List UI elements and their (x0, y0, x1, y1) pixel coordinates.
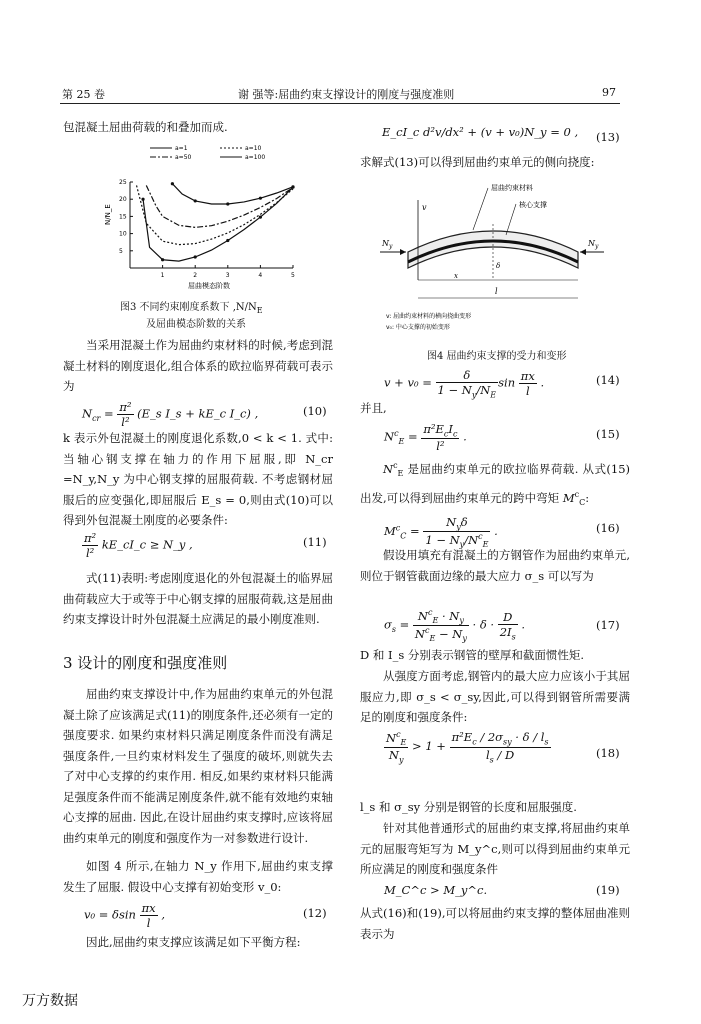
left-paragraph-5: 如图 4 所示,在轴力 N_y 作用下,屈曲约束支撑发生了屈服. 假设中心支撑有初始变形 v_0: (63, 859, 333, 894)
x-tick-label: 3 (225, 272, 230, 279)
equation-17: $\sigma_s$ = $\frac{N^c_E \cdot N_y}{N^c_E - N_y}$ · δ · $\frac{D}{2I_s}$ . (384, 608, 525, 644)
column-gap (345, 115, 346, 945)
right-and-text: 并且, (360, 401, 387, 415)
data-point (259, 197, 262, 200)
equation-15: $N^c_E$ = $\frac{\pi^2E_cI_c}{\text{l²}}$ . (384, 422, 467, 454)
data-point (161, 258, 164, 261)
right-paragraph-2: $N^c_E$ 是屈曲约束单元的欧拉临界荷载. 从式(15)出发,可以得到屈曲约束单元的跨中弯矩 $M^c_C$: (360, 461, 631, 507)
fraction-pi2-l2-b: $\frac{\text{π²}}{\text{l²}}$ (84, 531, 97, 560)
equation-12: v₀ = δsin $\frac{\pi x}{l}$ , (84, 901, 165, 930)
right-paragraph-7: 针对其他普通形式的屈曲约束支撑,将屈曲约束单元的屈服弯矩写为 M_y^c,则可以得到屈曲约束单元所应满足的刚度和强度条件 (360, 821, 630, 876)
x-tick-label: 4 (258, 272, 263, 279)
figure-3-caption-line1: 图3 不同约束刚度系数下 ,N/N (120, 302, 257, 313)
equation-11-number: (11) (303, 535, 327, 549)
right-paragraph-6: l_s 和 σ_sy 分别是钢管的长度和屈服强度. (360, 800, 577, 814)
delta-label: δ (496, 262, 501, 270)
right-paragraph-2-text: 是屈曲约束单元的欧拉临界荷载. 从式(15)出发,可以得到屈曲约束单元的跨中弯矩 (360, 461, 631, 505)
equation-15-number: (15) (596, 427, 620, 441)
right-force-label: $N_y$ (588, 239, 599, 250)
x-tick-label: 1 (160, 272, 165, 279)
section-3-title: 3 设计的刚度和强度准则 (63, 654, 228, 672)
figure-3-chart (88, 140, 308, 300)
data-point (259, 215, 262, 218)
data-point (171, 182, 174, 185)
y-tick-label: 15 (119, 213, 127, 221)
figure-3-caption-line2: 及屈曲模态阶数的关系 (146, 319, 246, 330)
left-force-label: $N_y$ (382, 239, 393, 250)
x-tick-label: 5 (291, 272, 295, 279)
y-tick-label: 10 (119, 230, 127, 238)
equation-13: E_cI_c d²v/dx² + (v + v₀)N_y = 0 , (382, 125, 579, 139)
header-volume: 第 25 卷 (62, 88, 105, 101)
right-paragraph-4: D 和 I_s 分别表示钢管的壁厚和截面惯性矩. (360, 648, 585, 662)
left-paragraph-4: 屈曲约束支撑设计中,作为屈曲约束单元的外包混凝土除了应该满足式(11)的刚度条件,还必须有一定的强度要求. 如果约束材料只满足刚度条件而没有满足强度条件,一旦约束材料发生了强度的破坏,则就失去了对中心支撑的约束作用. 相反,如果约束材料只能满足强度条件而不能满足刚度条件,就不能有效地约束轴心支撑的屈曲. 因此,在设计屈曲约束支撑时,应该将屈曲约束单元的刚度和强度作为一对参数进行设计. (63, 687, 333, 845)
header-title: 谢 强等:屈曲约束支撑设计的刚度与强度准则 (238, 88, 455, 101)
equation-14-number: (14) (596, 373, 620, 387)
fraction-pix-l: $\frac{\pi x}{l}$ (141, 901, 156, 930)
data-point (291, 185, 294, 188)
y-tick-label: 5 (119, 247, 123, 255)
right-arrow-head-icon (580, 249, 586, 255)
fraction-euler: $\frac{\pi^2E_cI_c}{\text{l²}}$ (423, 422, 458, 454)
legend-label-a=10: a=10 (245, 145, 262, 152)
left-paragraph-3: 式(11)表明:考虑刚度退化的外包混凝土的临界屈曲荷载应大于或等于中心钢支撑的屈服荷载,这是屈曲约束支撑设计时外包混凝土应满足的最小刚度准则. (63, 571, 333, 626)
equation-12-number: (12) (303, 906, 327, 920)
equation-18: $\frac{N^c_E}{N_y}$ > 1 + $\frac{\pi^2E_c / 2\sigma_{sy} \cdot \delta / l_s}{l_s / D}$ (386, 730, 549, 765)
length-label: l (495, 287, 498, 296)
header-rule (60, 103, 620, 104)
fraction-ne-ny: $\frac{N^c_E}{N_y}$ (386, 730, 407, 765)
right-paragraph-1: 求解式(13)可以得到屈曲约束单元的侧向挠度: (360, 155, 595, 169)
label-material: 屈曲约束材料 (491, 184, 533, 192)
figure-4-diagram (378, 180, 606, 345)
x-axis-label: 屈曲模态阶数 (188, 282, 230, 290)
equation-10: $N_{cr}$ = $\frac{\text{π²}}{\text{l²}}$ (E_s I_s + kE_c I_c) , (82, 400, 259, 429)
figure-3-caption-sub: E (256, 306, 263, 315)
left-paragraph-6: 因此,屈曲约束支撑应该满足如下平衡方程: (86, 935, 301, 949)
fraction-strength: $\frac{\pi^2E_c / 2\sigma_{sy} \cdot \delta / l_s}{l_s / D}$ (451, 730, 549, 765)
data-point (226, 239, 229, 242)
legend-line-2: v₀: 中心支撑的初始变形 (386, 324, 450, 331)
fraction-pix-l-b: $\frac{\pi x}{l}$ (520, 369, 535, 399)
series-line-a=10 (137, 185, 293, 244)
equation-19-number: (19) (596, 883, 620, 897)
left-paragraph-1: 当采用混凝土作为屈曲约束材料的时候,考虑到混凝土材料的刚度退化,组合体系的欧拉临界荷载可表示为 (63, 338, 333, 393)
right-paragraph-8: 从式(16)和(19),可以将屈曲约束支撑的整体屈曲准则表示为 (360, 906, 630, 941)
equation-13-number: (13) (596, 130, 620, 144)
figure-3-caption (120, 298, 263, 330)
data-point (226, 202, 229, 205)
fraction-stress-2: $\frac{D}{2I_s}$ (499, 609, 516, 642)
label-core: 核心支撑 (519, 201, 547, 209)
equation-10-number: (10) (303, 404, 327, 418)
v-axis-label: v (422, 203, 427, 212)
fraction-pi2-l2: $\frac{\text{π²}}{\text{l²}}$ (119, 400, 132, 429)
equation-12-body: v₀ = δsin (84, 907, 136, 922)
right-paragraph-3: 假设用填充有混凝土的方钢管作为屈曲约束单元,则位于钢管截面边缘的最大应力 σ_s 可以写为 (360, 548, 630, 583)
equation-10-lhs: N (82, 406, 93, 421)
equation-11 (82, 531, 193, 560)
equation-11-body: kE_cI_c ≥ N_y , (101, 537, 193, 552)
x-label: x (454, 272, 458, 280)
equation-16-number: (16) (596, 521, 620, 535)
equation-19: M_C^c > M_y^c. (384, 883, 488, 897)
y-tick-label: 20 (119, 196, 127, 204)
material-leader-line (473, 188, 488, 230)
core-leader-line (506, 204, 516, 235)
y-axis-label: N/N_E (104, 204, 112, 225)
x-tick-label: 2 (193, 272, 198, 279)
figure-4-caption: 图4 屈曲约束支撑的受力和变形 (427, 351, 567, 362)
equation-16: $M^c_C$ = $\frac{N_y\delta}{1 - N_y/N^c_E}$ . (384, 515, 498, 550)
footer-watermark: 万方数据 (22, 993, 78, 1009)
legend-label-a=1: a=1 (175, 145, 188, 152)
fraction-moment: $\frac{N_y\delta}{1 - N_y/N^c_E}$ (425, 515, 489, 550)
legend-label-a=50: a=50 (175, 154, 192, 161)
legend-line-1: v: 屈曲约束材料的横向挠曲变形 (386, 313, 472, 320)
fraction-delta: $\frac{\delta}{1 - N_y/N_E}$ (437, 368, 497, 400)
header-page-number: 97 (602, 86, 616, 99)
data-point (194, 199, 197, 202)
equation-17-number: (17) (596, 618, 620, 632)
right-paragraph-5: 从强度方面考虑,钢管内的最大应力应该小于其屈服应力,即 σ_s < σ_sy,因此,可以得到钢管所需要满足的刚度和强度条件: (360, 669, 630, 724)
left-intro-text: 包混凝土屈曲荷载的和叠加而成. (63, 120, 228, 134)
series-line-a=100 (172, 184, 293, 204)
left-arrow-head-icon (400, 249, 406, 255)
equation-14-lhs: v + v₀ = (384, 375, 432, 390)
data-point (141, 198, 144, 201)
equation-18-number: (18) (596, 746, 620, 760)
equation-10-rhs: (E_s I_s + kE_c I_c) , (137, 406, 259, 421)
legend-label-a=100: a=100 (245, 154, 266, 161)
left-paragraph-2: k 表示外包混凝土的刚度退化系数,0 < k < 1. 式中:当轴心钢支撑在轴力的作用下屈服,即 N_cr =N_y,N_y 为中心钢支撑的屈服荷载. 不考虑钢材屈服后的应变强化,即屈服后 E_s = 0,则由式(10)可以得到外包混凝土刚度的必要条件: (63, 431, 333, 527)
equation-14: v + v₀ = $\frac{\delta}{1 - N_y/N_E}$ sin $\frac{\pi x}{l}$ . (384, 368, 545, 400)
fraction-stress-1: $\frac{N^c_E \cdot N_y}{N^c_E - N_y}$ (414, 608, 467, 644)
y-tick-label: 25 (119, 179, 127, 186)
equation-10-sub: cr (92, 413, 101, 423)
data-point (194, 255, 197, 258)
